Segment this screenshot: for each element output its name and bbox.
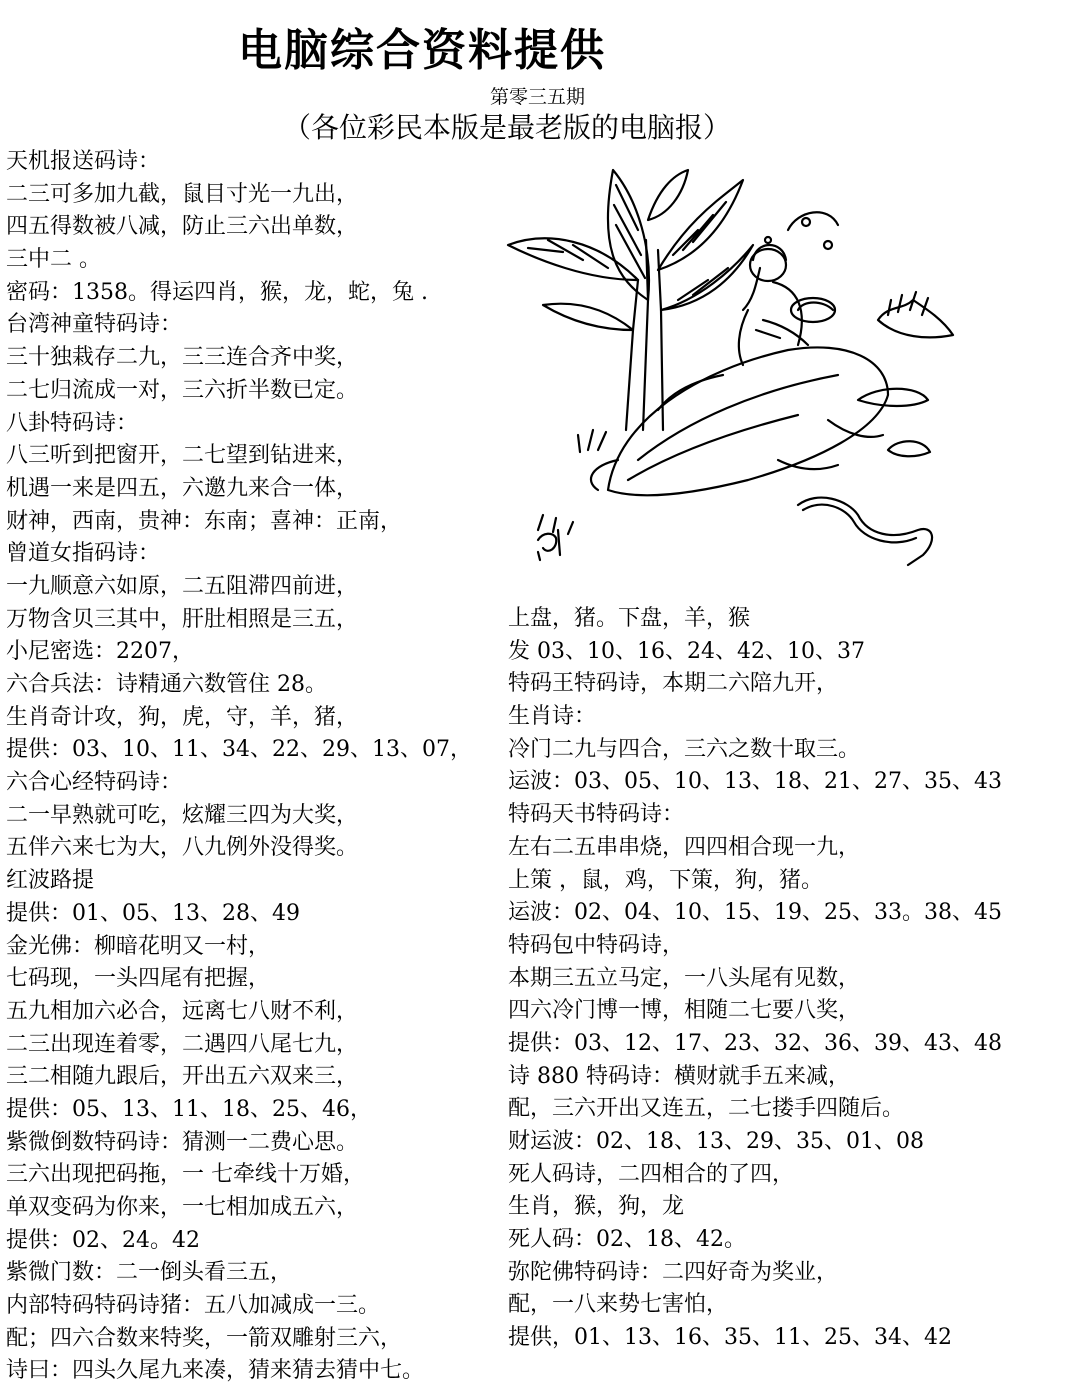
text-line: 七码现，一头四尾有把握， [6, 966, 271, 992]
text-line: 提供：02、24。42 [6, 1227, 200, 1253]
text-line: 生肖，猴，狗，龙 [508, 1194, 685, 1220]
text-line: 生肖诗： [508, 704, 597, 730]
text-line: 配，一八来势七害怕， [508, 1292, 729, 1318]
rock-drawing [591, 347, 888, 495]
text-line: 小尼密选：2207， [6, 639, 194, 665]
text-line: 一九顺意六如原，二五阻滞四前进， [6, 573, 359, 599]
text-line: 六合兵法：诗精通六数管住 28。 [6, 672, 327, 697]
text-line: 财运波：02、18、13、29、35、01、08 [508, 1129, 924, 1154]
text-line: 死人码诗，二四相合的了四， [508, 1161, 795, 1187]
text-line: 八卦特码诗： [6, 410, 139, 436]
text-line: 曾道女指码诗： [6, 541, 161, 567]
text-line: 左右二五串串烧，四四相合现一九， [508, 834, 861, 860]
text-line: 二七归流成一对，三六折半数已定。 [6, 377, 359, 403]
text-line: 八三听到把窗开，二七望到钻进来， [6, 443, 359, 469]
issue-number: 第零三五期 [490, 86, 586, 108]
text-line: 生肖奇计攻，狗，虎，守，羊，猪， [6, 704, 359, 730]
text-line: 四六冷门博一博，相随二七要八奖， [508, 998, 861, 1024]
text-line: 金光佛：柳暗花明又一村， [6, 933, 271, 959]
text-line: 万物含贝三其中，肝肚相照是三五， [6, 606, 359, 632]
ink-illustration [498, 160, 976, 580]
text-line: 发 03、10、16、24、42、10、37 [508, 638, 865, 664]
signature-mark-drawing [538, 530, 560, 560]
text-line: 密码：1358。得运四肖，猴，龙，蛇，兔 . [6, 279, 428, 305]
text-line: 提供：03、10、11、34、22、29、13、07， [6, 737, 472, 763]
text-line: 冷门二九与四合，三六之数十取三。 [508, 736, 861, 762]
page-subtitle: （各位彩民本版是最老版的电脑报） [283, 111, 732, 144]
text-line: 特码天书特码诗： [508, 802, 685, 828]
text-line: 机遇一来是四五，六邀九来合一体， [6, 475, 359, 501]
text-line: 上盘，猪。下盘，羊，猴 [508, 606, 751, 631]
text-line: 紫微倒数特码诗：猜测一二费心思。 [6, 1129, 359, 1155]
small-rocks-drawing [858, 292, 953, 456]
text-line: 三十独栽存二九，三三连合齐中奖， [6, 345, 359, 371]
text-line: 二三出现连着零，二遇四八尾七九， [6, 1031, 359, 1057]
text-line: 台湾神童特码诗： [6, 312, 183, 338]
text-line: 三六出现把码拖，一 七牵线十万婚， [6, 1162, 365, 1188]
left-column [6, 146, 506, 1388]
text-line: 配，三六开出又连五，二七搂手四随后。 [508, 1096, 905, 1122]
bees-drawing [765, 212, 838, 249]
text-line: 四五得数被八减，防止三六出单数， [6, 214, 359, 240]
right-column [508, 603, 1058, 1355]
text-line: 六合心经特码诗： [6, 770, 183, 796]
text-line: 本期三五立马定，一八头尾有见数， [508, 965, 861, 991]
text-line: 天机报送码诗： [6, 149, 161, 174]
text-line: 提供：01、05、13、28、49 [6, 900, 300, 926]
text-line: 配；四六合数来特奖，一箭双雕射三六， [6, 1325, 403, 1351]
banana-tree-drawing [508, 170, 753, 430]
text-line: 死人码：02、18、42。 [508, 1227, 746, 1253]
text-line: 诗曰：四头久尾九来凑，猜来猜去猜中七。 [6, 1358, 425, 1384]
text-line: 红波路提 [6, 868, 95, 894]
text-line: 特码王特码诗，本期二六陪九开， [508, 671, 839, 697]
text-line: 二三可多加九截，鼠目寸光一九出， [6, 181, 359, 207]
text-line: 三中二 。 [6, 247, 101, 273]
text-line: 提供：03、12、17、23、32、36、39、43、48 [508, 1030, 1002, 1056]
text-line: 五九相加六必合，远离七八财不利， [6, 998, 359, 1024]
text-line: 诗 880 特码诗：横财就手五来减， [508, 1063, 850, 1089]
text-line: 特码包中特码诗， [508, 932, 685, 958]
text-line: 弥陀佛特码诗：二四好奇为奖业， [508, 1259, 839, 1285]
text-line: 五伴六来七为大，八九例外没得奖。 [6, 835, 359, 861]
grass-drawing [538, 430, 606, 534]
text-line: 内部特码特码诗猪：五八加减成一三。 [6, 1293, 381, 1319]
text-line: 二一早熟就可吃，炫耀三四为大奖， [6, 802, 359, 828]
text-line: 三二相随九跟后，开出五六双来三， [6, 1064, 359, 1090]
text-line: 提供：05、13、11、18、25、46， [6, 1096, 372, 1122]
text-line: 运波：03、05、10、13、18、21、27、35、43 [508, 769, 1002, 795]
text-line: 财神，西南，贵神：东南；喜神：正南， [6, 508, 403, 534]
page-title: 电脑综合资料提供 [238, 25, 606, 76]
text-line: 单双变码为你来，一七相加成五六， [6, 1195, 359, 1220]
text-line: 运波：02、04、10、15、19、25、33。38、45 [508, 900, 1002, 926]
text-line: 上策 ，鼠，鸡，下策，狗，猪。 [508, 867, 823, 893]
text-line: 紫微门数：二一倒头看三五， [6, 1260, 293, 1286]
snake-drawing [798, 498, 932, 565]
text-line: 提供，01、13、16、35、11、25、34、42 [508, 1325, 952, 1351]
